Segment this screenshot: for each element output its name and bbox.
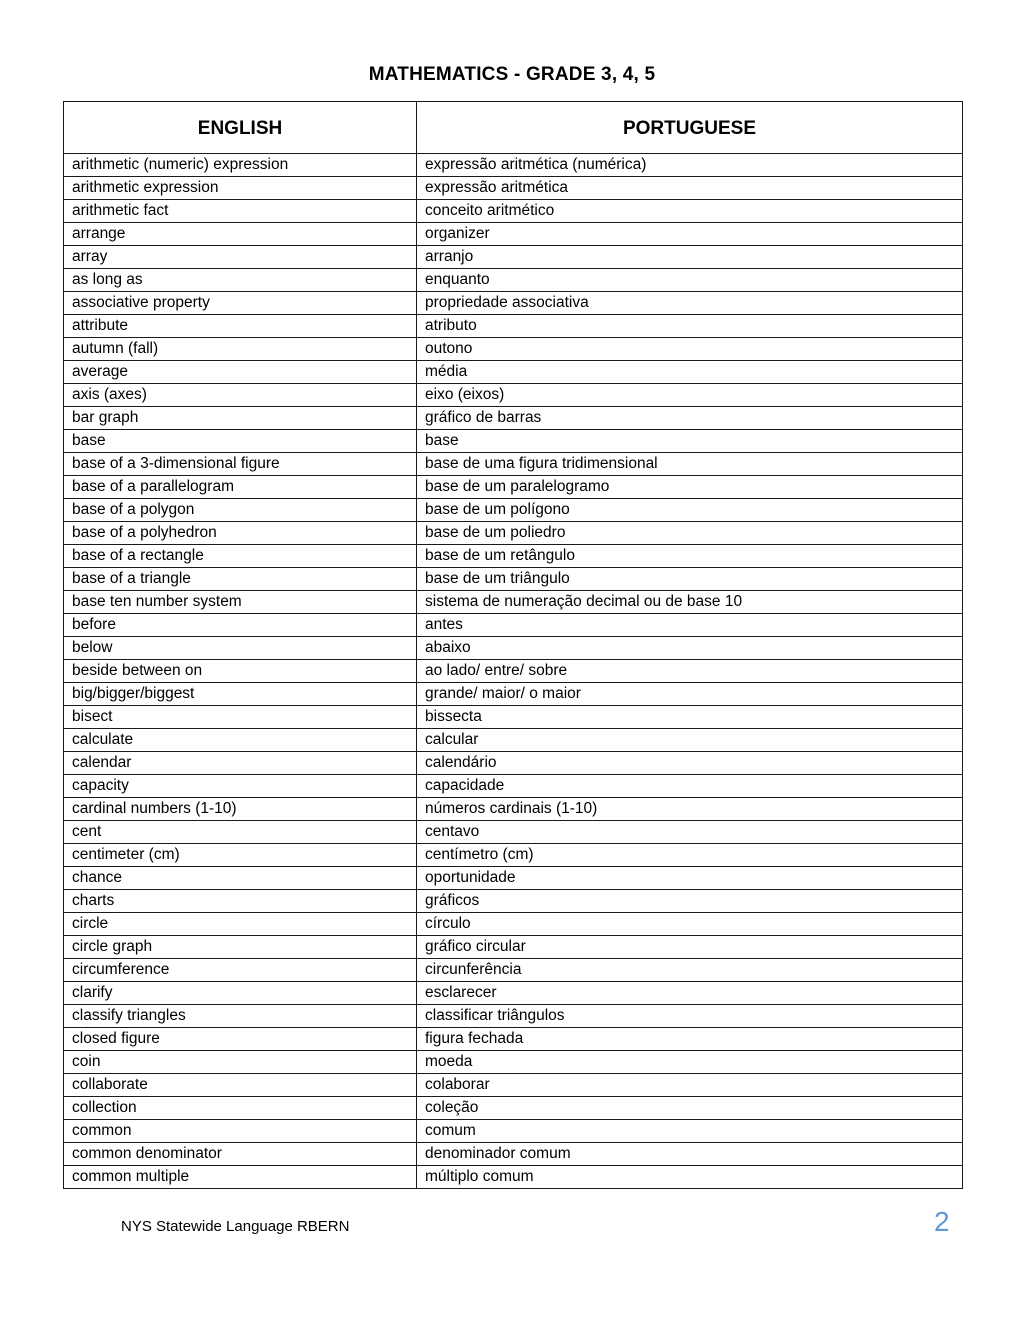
portuguese-term: conceito aritmético [417,200,963,223]
table-row [64,568,963,591]
english-term: charts [64,890,417,913]
table-header-row [64,102,963,154]
table-row [64,775,963,798]
portuguese-term: gráficos [417,890,963,913]
vocabulary-table [63,101,963,1189]
table-row [64,982,963,1005]
portuguese-term: base de um paralelogramo [417,476,963,499]
english-term: arithmetic expression [64,177,417,200]
table-row [64,821,963,844]
table-row [64,844,963,867]
table-row [64,591,963,614]
english-term: autumn (fall) [64,338,417,361]
portuguese-term: gráfico de barras [417,407,963,430]
english-term: attribute [64,315,417,338]
table-row [64,522,963,545]
portuguese-term: centímetro (cm) [417,844,963,867]
portuguese-term: circunferência [417,959,963,982]
portuguese-term: colaborar [417,1074,963,1097]
portuguese-term: centavo [417,821,963,844]
portuguese-term: ao lado/ entre/ sobre [417,660,963,683]
table-row [64,1074,963,1097]
portuguese-term: calendário [417,752,963,775]
english-term: arithmetic fact [64,200,417,223]
page-number: 2 [934,1206,950,1237]
table-row [64,614,963,637]
english-term: base of a 3-dimensional figure [64,453,417,476]
english-term: as long as [64,269,417,292]
portuguese-term: expressão aritmética [417,177,963,200]
footer-source: NYS Statewide Language RBERN [121,1218,350,1235]
english-term: circle graph [64,936,417,959]
english-term: bar graph [64,407,417,430]
portuguese-term: classificar triângulos [417,1005,963,1028]
portuguese-term: calcular [417,729,963,752]
english-term: circle [64,913,417,936]
table-row [64,453,963,476]
portuguese-term: oportunidade [417,867,963,890]
english-term: centimeter (cm) [64,844,417,867]
portuguese-term: esclarecer [417,982,963,1005]
portuguese-term: eixo (eixos) [417,384,963,407]
english-term: collection [64,1097,417,1120]
english-term: base of a polygon [64,499,417,522]
portuguese-term: expressão aritmética (numérica) [417,154,963,177]
table-row [64,867,963,890]
table-row [64,223,963,246]
english-term: base of a rectangle [64,545,417,568]
english-term: axis (axes) [64,384,417,407]
table-row [64,246,963,269]
table-row [64,315,963,338]
english-term: base [64,430,417,453]
portuguese-term: números cardinais (1-10) [417,798,963,821]
english-term: before [64,614,417,637]
column-header-english: ENGLISH [64,102,417,154]
portuguese-term: moeda [417,1051,963,1074]
portuguese-term: média [417,361,963,384]
english-term: bisect [64,706,417,729]
english-term: base of a parallelogram [64,476,417,499]
table-row [64,292,963,315]
portuguese-term: base de um polígono [417,499,963,522]
english-term: calculate [64,729,417,752]
table-row [64,269,963,292]
portuguese-term: base de uma figura tridimensional [417,453,963,476]
table-row [64,177,963,200]
portuguese-term: outono [417,338,963,361]
english-term: common multiple [64,1166,417,1189]
english-term: below [64,637,417,660]
portuguese-term: capacidade [417,775,963,798]
english-term: cent [64,821,417,844]
portuguese-term: bissecta [417,706,963,729]
table-row [64,384,963,407]
page-title: MATHEMATICS - GRADE 3, 4, 5 [368,64,656,85]
english-term: arrange [64,223,417,246]
portuguese-term: abaixo [417,637,963,660]
table-row [64,361,963,384]
table-row [64,1051,963,1074]
portuguese-term: comum [417,1120,963,1143]
english-term: big/bigger/biggest [64,683,417,706]
english-term: beside between on [64,660,417,683]
english-term: common [64,1120,417,1143]
table-row [64,798,963,821]
table-row [64,1166,963,1189]
portuguese-term: base [417,430,963,453]
english-term: associative property [64,292,417,315]
table-row [64,752,963,775]
english-term: arithmetic (numeric) expression [64,154,417,177]
portuguese-term: propriedade associativa [417,292,963,315]
table-row [64,407,963,430]
portuguese-term: coleção [417,1097,963,1120]
portuguese-term: sistema de numeração decimal ou de base 10 [417,591,963,614]
portuguese-term: figura fechada [417,1028,963,1051]
portuguese-term: múltiplo comum [417,1166,963,1189]
table-row [64,154,963,177]
table-row [64,959,963,982]
english-term: circumference [64,959,417,982]
column-header-portuguese: PORTUGUESE [417,102,963,154]
english-term: average [64,361,417,384]
english-term: capacity [64,775,417,798]
portuguese-term: base de um triângulo [417,568,963,591]
table-row [64,430,963,453]
table-row [64,1097,963,1120]
english-term: common denominator [64,1143,417,1166]
portuguese-term: arranjo [417,246,963,269]
table-row [64,936,963,959]
table-row [64,1005,963,1028]
english-term: cardinal numbers (1-10) [64,798,417,821]
table-row [64,1028,963,1051]
table-row [64,706,963,729]
table-row [64,545,963,568]
portuguese-term: atributo [417,315,963,338]
english-term: clarify [64,982,417,1005]
english-term: base of a triangle [64,568,417,591]
english-term: base of a polyhedron [64,522,417,545]
table-row [64,476,963,499]
table-row [64,637,963,660]
english-term: base ten number system [64,591,417,614]
table-row [64,729,963,752]
portuguese-term: base de um poliedro [417,522,963,545]
table-row [64,1143,963,1166]
table-row [64,890,963,913]
english-term: chance [64,867,417,890]
table-row [64,499,963,522]
english-term: collaborate [64,1074,417,1097]
portuguese-term: antes [417,614,963,637]
portuguese-term: denominador comum [417,1143,963,1166]
portuguese-term: círculo [417,913,963,936]
portuguese-term: organizer [417,223,963,246]
english-term: calendar [64,752,417,775]
english-term: coin [64,1051,417,1074]
english-term: closed figure [64,1028,417,1051]
portuguese-term: enquanto [417,269,963,292]
table-row [64,200,963,223]
table-row [64,338,963,361]
table-body [64,154,963,1189]
english-term: classify triangles [64,1005,417,1028]
table-row [64,683,963,706]
portuguese-term: base de um retângulo [417,545,963,568]
portuguese-term: gráfico circular [417,936,963,959]
table-row [64,913,963,936]
table-row [64,660,963,683]
portuguese-term: grande/ maior/ o maior [417,683,963,706]
table-row [64,1120,963,1143]
english-term: array [64,246,417,269]
